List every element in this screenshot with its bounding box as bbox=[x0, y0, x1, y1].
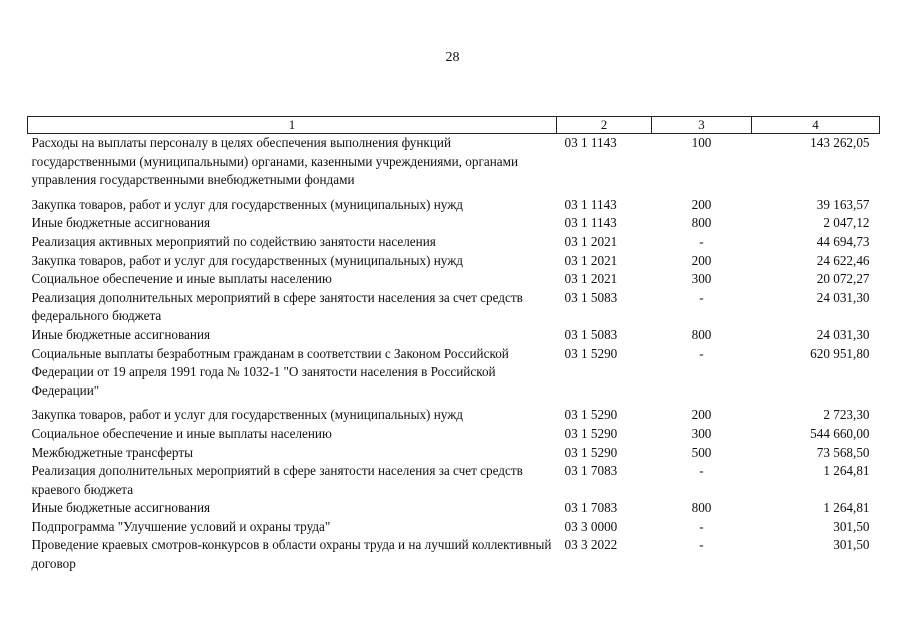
table-row bbox=[28, 270, 880, 289]
table-row bbox=[28, 326, 880, 345]
row-amount: 301,50 bbox=[833, 537, 870, 553]
table-body bbox=[28, 134, 880, 574]
table-row bbox=[28, 134, 880, 196]
row-amount: 44 694,73 bbox=[816, 233, 870, 249]
table-row bbox=[28, 425, 880, 444]
row-amount: 2 047,12 bbox=[823, 215, 870, 231]
table-row bbox=[28, 345, 880, 407]
row-code: 03 3 0000 bbox=[564, 518, 618, 534]
row-code: 03 1 5290 bbox=[564, 425, 618, 441]
row-type: 800 bbox=[691, 326, 712, 342]
table-row bbox=[28, 214, 880, 233]
page-number: 28 bbox=[445, 50, 460, 65]
row-type: - bbox=[699, 345, 704, 361]
budget-table bbox=[27, 116, 880, 574]
row-name: Иные бюджетные ассигнования bbox=[31, 500, 211, 516]
row-code: 03 1 1143 bbox=[564, 135, 617, 150]
row-amount: 39 163,57 bbox=[816, 196, 870, 212]
row-name: Расходы на выплаты персоналу в целях обеспечения выполнения функций государственными (муниципальными) органами, казенными учреждениями, органами управления государственными внебюджетными фондами bbox=[31, 135, 519, 188]
row-type: 800 bbox=[691, 500, 712, 516]
row-amount: 143 262,05 bbox=[810, 135, 870, 150]
table-row bbox=[28, 462, 880, 499]
row-name: Закупка товаров, работ и услуг для государственных (муниципальных) нужд bbox=[31, 407, 464, 423]
row-amount: 544 660,00 bbox=[810, 425, 870, 441]
row-type: 200 bbox=[691, 196, 712, 212]
row-code: 03 1 5290 bbox=[564, 345, 618, 361]
row-type: - bbox=[699, 518, 704, 534]
row-type: - bbox=[699, 537, 704, 553]
row-code: 03 1 7083 bbox=[564, 463, 618, 479]
header-col-2: 2 bbox=[557, 117, 652, 134]
row-name: Иные бюджетные ассигнования bbox=[31, 215, 211, 231]
row-name: Социальное обеспечение и иные выплаты населению bbox=[31, 425, 332, 441]
row-code: 03 1 7083 bbox=[564, 500, 618, 516]
table-row bbox=[28, 289, 880, 326]
table-row bbox=[28, 406, 880, 425]
row-name: Проведение краевых смотров-конкурсов в области охраны труда и на лучший коллективный договор bbox=[31, 537, 552, 572]
row-code: 03 1 1143 bbox=[564, 215, 617, 231]
row-code: 03 3 2022 bbox=[564, 537, 618, 553]
row-code: 03 1 5083 bbox=[564, 326, 618, 342]
row-code: 03 1 5290 bbox=[564, 407, 618, 423]
row-type: - bbox=[699, 233, 704, 249]
row-type: 200 bbox=[691, 407, 712, 423]
row-type: 100 bbox=[691, 135, 712, 150]
row-name: Иные бюджетные ассигнования bbox=[31, 326, 211, 342]
row-amount: 301,50 bbox=[833, 518, 870, 534]
row-type: 300 bbox=[691, 271, 712, 287]
row-type: 500 bbox=[691, 444, 712, 460]
table-row bbox=[28, 444, 880, 463]
row-code: 03 1 5083 bbox=[564, 289, 618, 305]
row-type: 300 bbox=[691, 425, 712, 441]
row-amount: 20 072,27 bbox=[816, 271, 870, 287]
row-amount: 2 723,30 bbox=[823, 407, 870, 423]
row-amount: 1 264,81 bbox=[823, 463, 870, 479]
row-name: Реализация дополнительных мероприятий в сфере занятости населения за счет средств краевого бюджета bbox=[31, 463, 523, 497]
header-col-3: 3 bbox=[652, 117, 752, 134]
table-row bbox=[28, 252, 880, 271]
row-amount: 24 031,30 bbox=[816, 326, 870, 342]
row-amount: 1 264,81 bbox=[823, 500, 870, 516]
table-row bbox=[28, 196, 880, 215]
row-name: Межбюджетные трансферты bbox=[31, 444, 193, 460]
row-code: 03 1 2021 bbox=[564, 252, 618, 268]
row-name: Закупка товаров, работ и услуг для государственных (муниципальных) нужд bbox=[31, 196, 464, 212]
table-row bbox=[28, 233, 880, 252]
row-type: - bbox=[699, 289, 704, 305]
row-name: Закупка товаров, работ и услуг для государственных (муниципальных) нужд bbox=[31, 252, 464, 268]
row-type: 800 bbox=[691, 215, 712, 231]
row-amount: 24 622,46 bbox=[816, 252, 870, 268]
row-code: 03 1 2021 bbox=[564, 271, 618, 287]
table-row bbox=[28, 499, 880, 518]
row-code: 03 1 2021 bbox=[564, 233, 618, 249]
row-amount: 620 951,80 bbox=[810, 345, 870, 361]
header-col-4: 4 bbox=[752, 117, 880, 134]
row-name: Социальные выплаты безработным гражданам в соответствии с Законом Российской Федерации от 19 апреля 1991 года № 1032-1 "О занятости населения в Российской Федерации" bbox=[31, 345, 509, 398]
row-name: Подпрограмма "Улучшение условий и охраны труда" bbox=[31, 518, 331, 534]
header-col-1: 1 bbox=[28, 117, 557, 134]
row-amount: 73 568,50 bbox=[816, 444, 870, 460]
row-type: 200 bbox=[691, 252, 712, 268]
row-name: Реализация активных мероприятий по содействию занятости населения bbox=[31, 233, 436, 249]
row-code: 03 1 5290 bbox=[564, 444, 618, 460]
table-row bbox=[28, 518, 880, 537]
row-amount: 24 031,30 bbox=[816, 289, 870, 305]
row-name: Социальное обеспечение и иные выплаты населению bbox=[31, 271, 332, 287]
row-code: 03 1 1143 bbox=[564, 196, 617, 212]
table-header bbox=[28, 117, 880, 134]
row-name: Реализация дополнительных мероприятий в сфере занятости населения за счет средств федерального бюджета bbox=[31, 289, 523, 324]
table-row bbox=[28, 536, 880, 573]
row-type: - bbox=[699, 463, 704, 479]
